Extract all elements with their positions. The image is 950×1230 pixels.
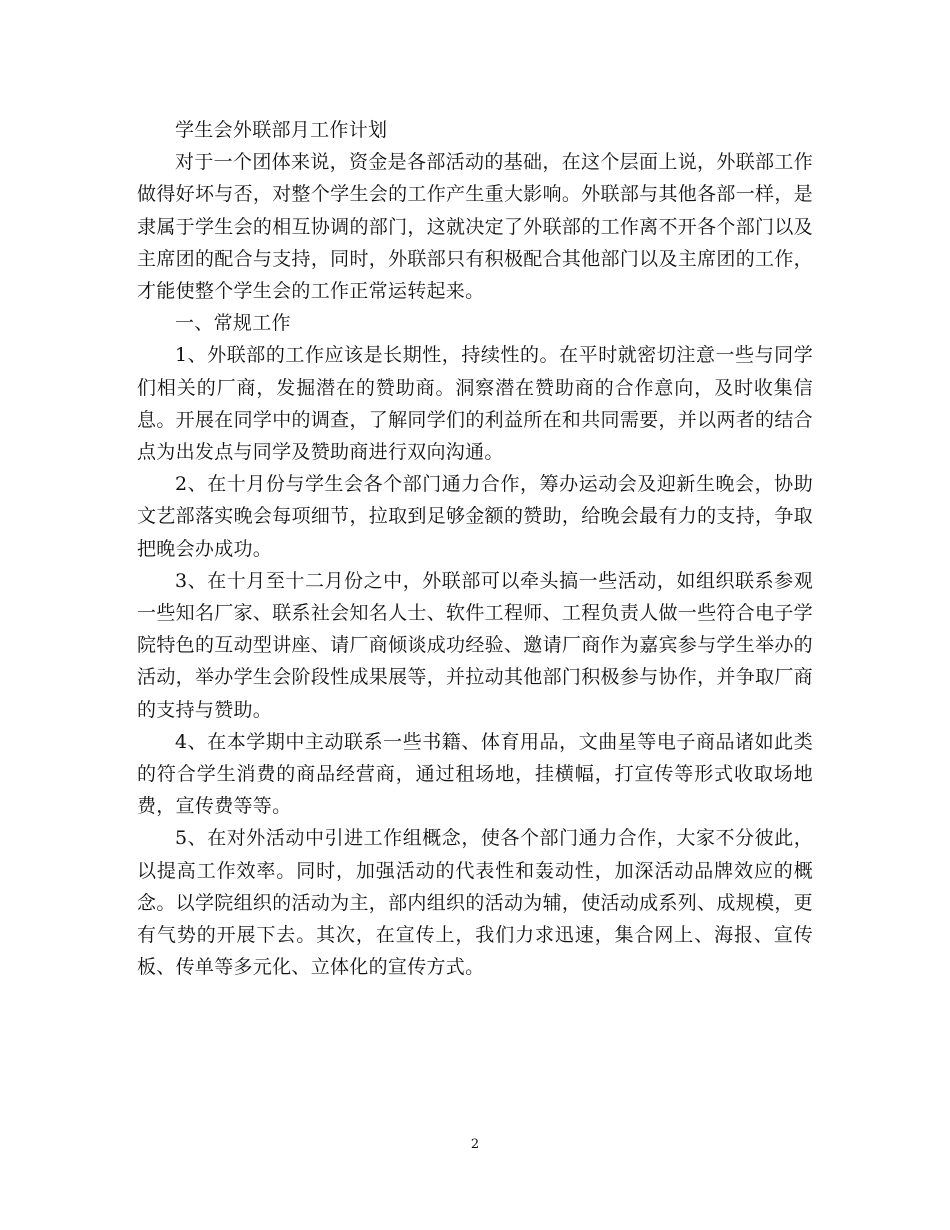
item-paragraph-2: 2、在十月份与学生会各个部门通力合作，筹办运动会及迎新生晚会，协助文艺部落实晚会每项细节，拉取到足够金额的赞助，给晚会最有力的支持，争取把晚会办成功。: [137, 473, 813, 560]
page-number: 2: [470, 1137, 480, 1152]
intro-paragraph: 对于一个团体来说，资金是各部活动的基础，在这个层面上说，外联部工作做得好坏与否，对整个学生会的工作产生重大影响。外联部与其他各部一样，是隶属于学生会的相互协调的部门，这就决定了外联部的工作离不开各个部门以及主席团的配合与支持，同时，外联部只有积极配合其他部门以及主席团的工作，才能使整个学生会的工作正常运转起来。: [137, 151, 813, 303]
item-paragraph-1: 1、外联部的工作应该是长期性，持续性的。在平时就密切注意一些与同学们相关的厂商，发掘潜在的赞助商。洞察潜在赞助商的合作意向，及时收集信息。开展在同学中的调查，了解同学们的利益所在和共同需要，并以两者的结合点为出发点与同学及赞助商进行双向沟通。: [137, 344, 813, 464]
item-paragraph-4: 4、在本学期中主动联系一些书籍、体育用品，文曲星等电子商品诸如此类的符合学生消费的商品经营商，通过租场地，挂横幅，打宣传等形式收取场地费，宣传费等等。: [137, 730, 813, 818]
item-paragraph-3: 3、在十月至十二月份之中，外联部可以牵头搞一些活动，如组织联系参观一些知名厂家、联系社会知名人士、软件工程师、工程负责人做一些符合电子学院特色的互动型讲座、请厂商倾谈成功经验、邀请厂商作为嘉宾参与学生举办的活动，举办学生会阶段性成果展等，并拉动其他部门积极参与协作，并争取厂商的支持与赞助。: [137, 569, 813, 721]
item-paragraph-5: 5、在对外活动中引进工作组概念，使各个部门通力合作，大家不分彼此，以提高工作效率。同时，加强活动的代表性和轰动性，加深活动品牌效应的概念。以学院组织的活动为主，部内组织的活动为辅，使活动成系列、成规模，更有气势的开展下去。其次，在宣传上，我们力求迅速，集合网上、海报、宣传板、传单等多元化、立体化的宣传方式。: [137, 827, 813, 979]
section-heading-routine-work: 一、常规工作: [175, 312, 291, 335]
document-body: [137, 114, 813, 983]
document-title: 学生会外联部月工作计划: [175, 119, 388, 141]
